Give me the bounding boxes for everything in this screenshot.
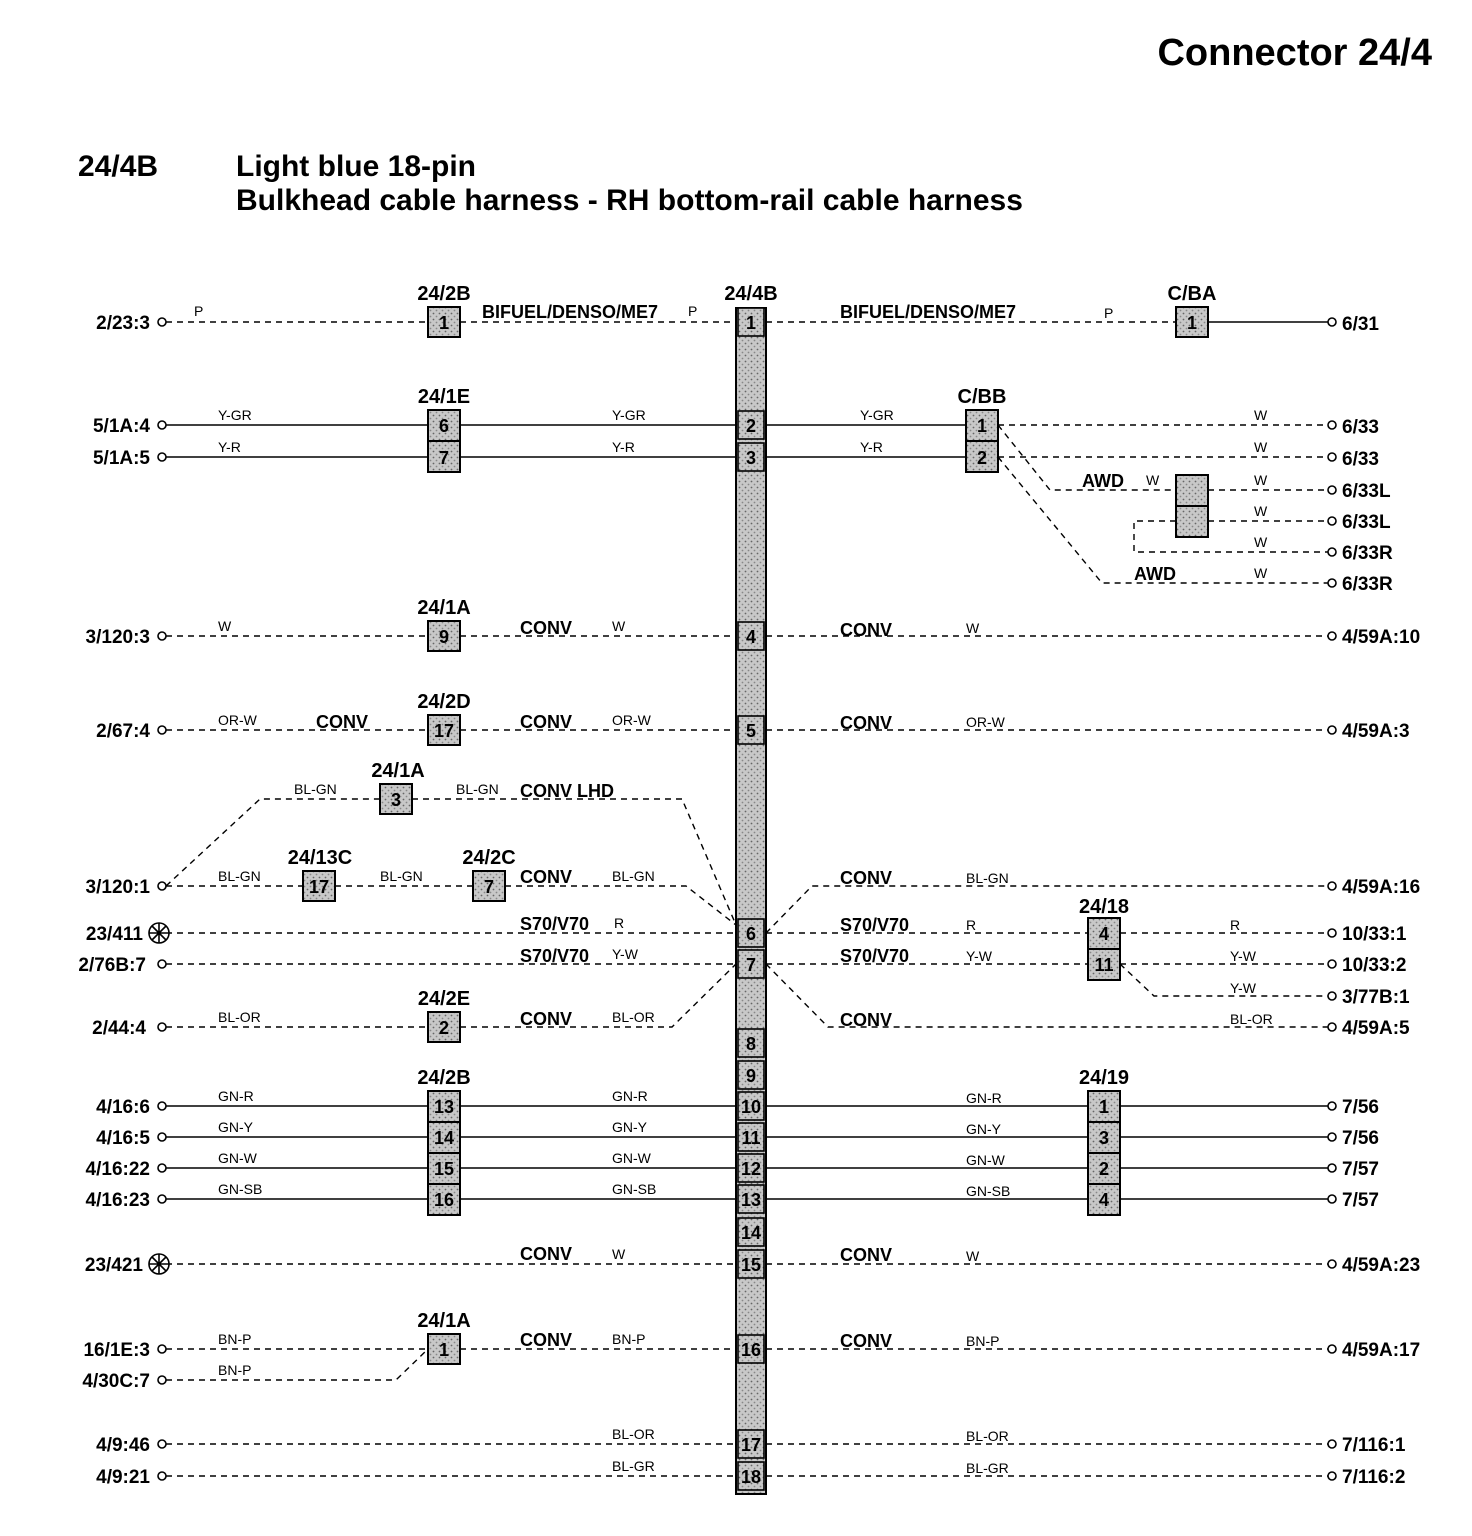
wire-color: W <box>1254 407 1268 423</box>
variant-tag: CONV <box>840 868 893 888</box>
wire-color: OR-W <box>966 714 1005 730</box>
variant-tag: CONV <box>520 1330 573 1350</box>
pin-241e-6: 6 <box>438 416 450 436</box>
main-pin-number: 18 <box>740 1467 762 1487</box>
wire-color: P <box>1104 305 1114 321</box>
wire-color: BL-GR <box>966 1460 1009 1476</box>
variant-tag: CONV <box>520 1009 573 1029</box>
terminal-right: 6/33L <box>1342 512 1391 533</box>
terminal-right: 6/33 <box>1342 417 1379 438</box>
label-241a-top: 24/1A <box>417 597 471 619</box>
terminal-right: 7/57 <box>1342 1159 1379 1180</box>
terminal-left: 4/30C:7 <box>82 1371 150 1392</box>
variant-tag: CONV <box>840 1331 893 1351</box>
wire-color: W <box>1254 565 1268 581</box>
terminal-right: 10/33:2 <box>1342 955 1407 976</box>
label-242d: 24/2D <box>417 691 471 713</box>
wire-color: GN-SB <box>966 1183 1011 1199</box>
label-241e: 24/1E <box>417 386 471 408</box>
wire-conv-blgn-left <box>166 886 736 925</box>
terminal-left: 4/16:5 <box>96 1128 150 1149</box>
main-connector-label: 24/4B <box>724 283 778 305</box>
main-pin-number: 4 <box>745 627 757 647</box>
wire-lhd-pin6 <box>166 799 736 925</box>
wire-color: BL-GN <box>966 870 1009 886</box>
terminal-right: 6/33 <box>1342 449 1379 470</box>
wire-color: W <box>1254 439 1268 455</box>
wire-color: GN-SB <box>218 1181 263 1197</box>
main-pin-number: 10 <box>740 1097 762 1117</box>
main-pin-number: 12 <box>740 1159 762 1179</box>
variant-tag: AWD <box>1134 564 1176 584</box>
connector-description: Light blue 18-pin <box>236 150 476 183</box>
variant-tag: CONV <box>840 1245 893 1265</box>
wire-color: GN-W <box>612 1150 651 1166</box>
terminal-right: 4/59A:5 <box>1342 1018 1410 1039</box>
wire-color: BL-GN <box>294 781 337 797</box>
wire-color: W <box>1254 534 1268 550</box>
terminal-left: 2/76B:7 <box>78 955 146 976</box>
terminal-right: 3/77B:1 <box>1342 987 1410 1008</box>
variant-tag: S70/V70 <box>520 914 590 934</box>
wire-color: GN-W <box>218 1150 257 1166</box>
main-pin-number: 1 <box>745 313 757 333</box>
wire-color: BN-P <box>218 1331 252 1347</box>
terminal-left: 2/23:3 <box>96 313 150 334</box>
terminal-right: 7/116:1 <box>1342 1435 1406 1456</box>
terminal-right: 4/59A:16 <box>1342 877 1421 898</box>
main-pin-number: 13 <box>740 1190 762 1210</box>
pin-cbb-1: 1 <box>976 416 988 436</box>
wire-color: P <box>194 303 204 319</box>
pin-cba-1: 1 <box>1186 313 1198 333</box>
label-242c: 24/2C <box>462 847 516 869</box>
pin-242b-16: 16 <box>433 1190 455 1210</box>
variant-tag: CONV <box>316 712 369 732</box>
wire-color: W <box>966 1248 980 1264</box>
variant-tag: CONV <box>520 712 573 732</box>
page-title: Connector 24/4 <box>1157 32 1432 74</box>
terminal-left: 4/16:22 <box>85 1159 150 1180</box>
wire-color: BL-OR <box>218 1009 261 1025</box>
wire-color: W <box>612 1246 626 1262</box>
label-241a-bottom: 24/1A <box>417 1310 471 1332</box>
label-cbb: C/BB <box>957 386 1007 408</box>
terminal-left: 2/67:4 <box>96 721 150 742</box>
pin-242b-14: 14 <box>433 1128 455 1148</box>
terminal-left: 16/1E:3 <box>83 1340 150 1361</box>
label-242b-bottom: 24/2B <box>417 1067 471 1089</box>
pin-242b-13: 13 <box>433 1097 455 1117</box>
wire-color: BL-OR <box>1230 1011 1273 1027</box>
pin-2413c-17: 17 <box>308 877 330 897</box>
main-pin-number: 16 <box>740 1340 762 1360</box>
variant-tag: CONV <box>840 713 893 733</box>
wire-color: GN-R <box>218 1088 254 1104</box>
label-2419: 24/19 <box>1078 1067 1130 1089</box>
wire-color: R <box>966 917 977 933</box>
wire-color: BL-OR <box>612 1009 655 1025</box>
main-pin-number: 9 <box>745 1066 757 1086</box>
main-connector-body <box>736 308 766 1494</box>
label-241a-mid: 24/1A <box>371 760 425 782</box>
wire-color: GN-R <box>612 1088 648 1104</box>
wire-color: Y-R <box>612 439 635 455</box>
wire-color: R <box>1230 917 1241 933</box>
variant-tag: CONV <box>520 867 573 887</box>
wire-4-30c-bnp <box>166 1349 428 1380</box>
variant-tag: AWD <box>1082 471 1124 491</box>
wire-color: BL-OR <box>612 1426 655 1442</box>
terminal-left: 23/411 <box>85 924 143 945</box>
terminal-left: 4/9:46 <box>96 1435 150 1456</box>
variant-tag: CONV <box>840 1010 893 1030</box>
pin-2419-2: 2 <box>1098 1159 1110 1179</box>
main-pin-number: 8 <box>745 1034 757 1054</box>
variant-tag: CONV LHD <box>520 781 614 801</box>
wire-color: P <box>688 303 698 319</box>
wire-color: W <box>966 620 980 636</box>
pin-242e-2: 2 <box>438 1018 450 1038</box>
wire-color: W <box>1254 472 1268 488</box>
main-pin-number: 11 <box>741 1128 761 1148</box>
terminal-right: 4/59A:17 <box>1342 1340 1421 1361</box>
label-cba: C/BA <box>1167 283 1217 305</box>
pin-2419-3: 3 <box>1098 1128 1110 1148</box>
label-2418: 24/18 <box>1078 896 1130 918</box>
pin-242d-17: 17 <box>433 721 455 741</box>
wire-color: Y-W <box>966 948 992 964</box>
terminal-left: 4/9:21 <box>96 1467 150 1488</box>
pin-2418-4: 4 <box>1098 924 1110 944</box>
wire-color: BL-GN <box>380 868 423 884</box>
wire-color: Y-GR <box>218 407 252 423</box>
terminal-left: 4/16:6 <box>96 1097 150 1118</box>
variant-tag: S70/V70 <box>840 915 910 935</box>
wire-color: R <box>614 915 625 931</box>
terminal-left: 4/16:23 <box>85 1190 150 1211</box>
pin-241e-7: 7 <box>438 448 450 468</box>
terminal-left: 5/1A:4 <box>92 416 150 437</box>
wire-color: GN-W <box>966 1152 1005 1168</box>
terminal-right: 6/33L <box>1342 481 1391 502</box>
wire-color: W <box>1146 472 1160 488</box>
terminal-left: 23/421 <box>84 1255 143 1276</box>
pin-cbb-2: 2 <box>976 448 988 468</box>
main-pin-number: 14 <box>740 1223 762 1243</box>
variant-tag: BIFUEL/DENSO/ME7 <box>482 302 659 322</box>
variant-tag: S70/V70 <box>840 946 910 966</box>
variant-tag: CONV <box>840 620 893 640</box>
ground-icon <box>149 923 169 1274</box>
wire-color: BL-OR <box>966 1428 1009 1444</box>
wire-color: OR-W <box>612 712 651 728</box>
wire-color: BL-GR <box>612 1458 655 1474</box>
main-pin-number: 6 <box>745 924 757 944</box>
main-pin-number: 15 <box>740 1255 762 1275</box>
label-242e: 24/2E <box>417 988 471 1010</box>
wire-color: Y-W <box>1230 948 1256 964</box>
pin-242b-15: 15 <box>433 1159 455 1179</box>
wire-color: GN-SB <box>612 1181 657 1197</box>
pin-242c-7: 7 <box>483 877 495 897</box>
wire-color: BL-GN <box>612 868 655 884</box>
wire-2418-3-77b <box>1120 964 1328 996</box>
wire-color: GN-Y <box>218 1119 253 1135</box>
terminal-right: 6/31 <box>1342 314 1379 335</box>
terminal-right: 6/33R <box>1342 574 1393 595</box>
connector-code: 24/4B <box>78 150 159 183</box>
main-pin-number: 3 <box>745 448 757 468</box>
wire-color: GN-Y <box>612 1119 647 1135</box>
main-pin-number: 5 <box>745 721 757 741</box>
main-pin-number: 2 <box>745 416 757 436</box>
terminal-left: 2/44:4 <box>92 1018 146 1039</box>
pin-241a-3: 3 <box>390 790 402 810</box>
terminal-right: 10/33:1 <box>1342 924 1407 945</box>
pin-241a-1: 1 <box>438 1340 450 1360</box>
pin-241a-9: 9 <box>438 627 450 647</box>
pin-2418-11: 11 <box>1094 955 1114 975</box>
main-pin-number: 7 <box>745 955 757 975</box>
pin-242b-1: 1 <box>438 313 450 333</box>
terminal-right: 7/116:2 <box>1342 1467 1406 1488</box>
wire-color: BL-GN <box>456 781 499 797</box>
terminal-left: 3/120:3 <box>85 627 150 648</box>
wire-color: W <box>218 618 232 634</box>
wire-color: OR-W <box>218 712 257 728</box>
terminal-right: 4/59A:10 <box>1342 627 1421 648</box>
variant-tag: S70/V70 <box>520 946 590 966</box>
wire-color: BN-P <box>218 1362 252 1378</box>
terminal-right: 7/56 <box>1342 1128 1379 1149</box>
wire-color: Y-R <box>860 439 883 455</box>
terminal-right: 6/33R <box>1342 543 1393 564</box>
pin-2419-4: 4 <box>1098 1190 1110 1210</box>
label-2413c: 24/13C <box>287 847 353 869</box>
wire-color: Y-W <box>612 946 638 962</box>
variant-tag: BIFUEL/DENSO/ME7 <box>840 302 1017 322</box>
wire-color: Y-GR <box>612 407 646 423</box>
terminal-left: 3/120:1 <box>85 877 150 898</box>
terminal-left: 5/1A:5 <box>92 448 150 469</box>
variant-tag: CONV <box>520 618 573 638</box>
wire-color: Y-W <box>1230 980 1256 996</box>
variant-tag: CONV <box>520 1244 573 1264</box>
terminal-right: 4/59A:3 <box>1342 721 1410 742</box>
terminal-right: 7/56 <box>1342 1097 1379 1118</box>
terminal-right: 4/59A:23 <box>1342 1255 1421 1276</box>
wire-color: Y-R <box>218 439 241 455</box>
main-pin-number: 17 <box>740 1435 762 1455</box>
harness-description: Bulkhead cable harness - RH bottom-rail cable harness <box>236 184 1023 217</box>
wire-color: BL-GN <box>218 868 261 884</box>
wire-awd-6-33r <box>1134 521 1328 552</box>
wire-color: W <box>612 618 626 634</box>
wire-color: BN-P <box>612 1331 646 1347</box>
wire-color: Y-GR <box>860 407 894 423</box>
wire-color: W <box>1254 503 1268 519</box>
wire-color: BN-P <box>966 1333 1000 1349</box>
wire-color: GN-Y <box>966 1121 1001 1137</box>
label-242b-top: 24/2B <box>417 283 471 305</box>
pin-2419-1: 1 <box>1098 1097 1110 1117</box>
terminal-right: 7/57 <box>1342 1190 1379 1211</box>
wire-color: GN-R <box>966 1090 1002 1106</box>
